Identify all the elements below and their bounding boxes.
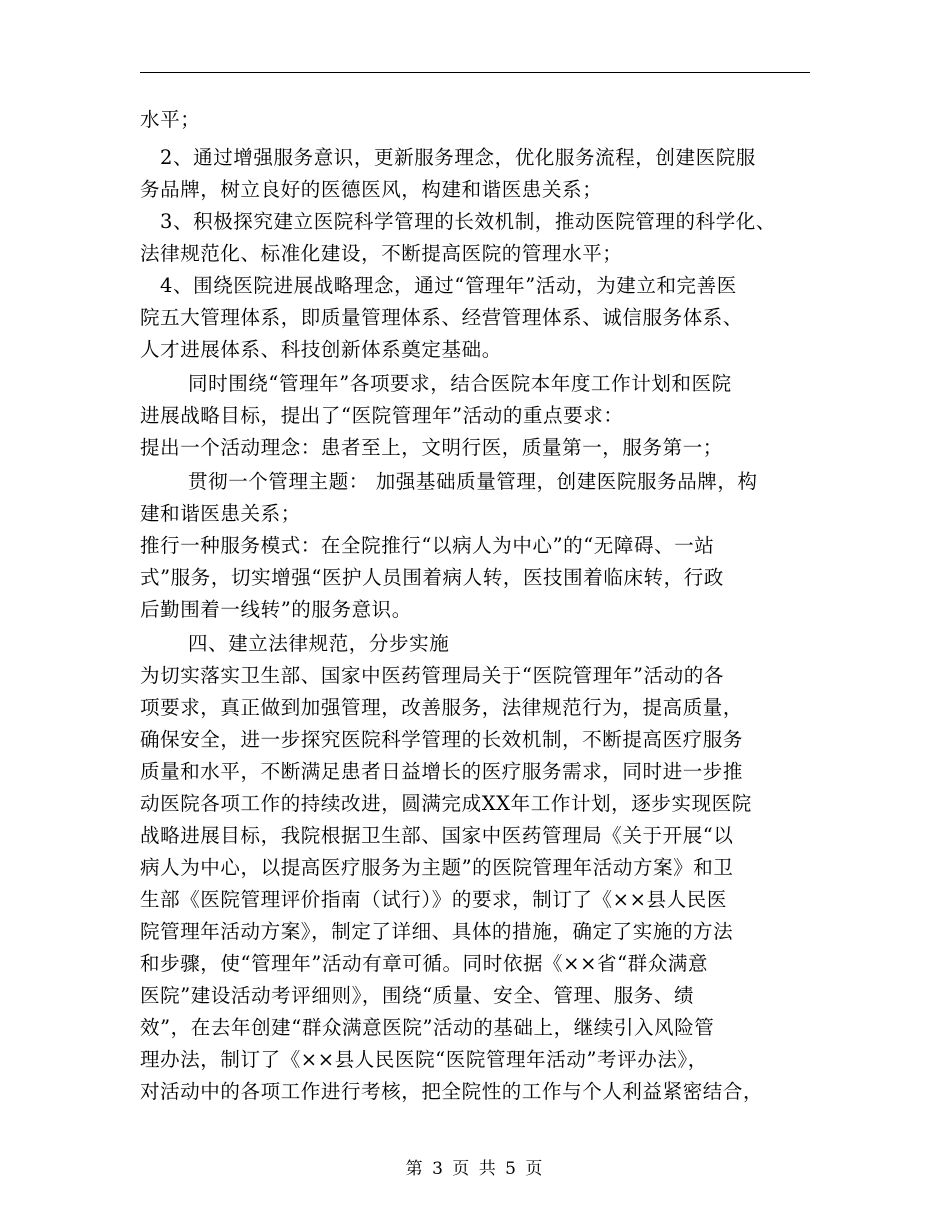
body-line: 动医院各项工作的持续改进，圆满完成XX年工作计划，逐步实现医院 [140, 792, 752, 815]
body-line: 推行一种服务模式：在全院推行“以病人为中心”的“无障碍、一站 [140, 534, 715, 557]
body-line: 效”，在去年创建“群众满意医院”活动的基础上，继续引入风险管 [140, 1016, 715, 1039]
body-line: 2、通过增强服务意识，更新服务理念，优化服务流程，创建医院服 [160, 146, 756, 169]
section-heading: 四、建立法律规范，分步实施 [188, 632, 450, 655]
body-line: 对活动中的各项工作进行考核，把全院性的工作与个人利益紧密结合， [140, 1080, 764, 1103]
body-line: 式”服务，切实增强“医护人员围着病人转，医技围着临床转，行政 [140, 566, 724, 589]
body-line: 4、围绕医院进展战略理念，通过“管理年”活动，为建立和完善医 [160, 274, 737, 297]
body-line: 理办法，制订了《××县人民医院“医院管理年活动”考评办法》， [140, 1048, 708, 1071]
body-line: 人才进展体系、科技创新体系奠定基础。 [140, 338, 502, 361]
body-line: 贯彻一个管理主题： 加强基础质量管理，创建医院服务品牌，构 [188, 470, 758, 493]
header-rule [140, 72, 810, 73]
body-line: 战略进展目标，我院根据卫生部、国家中医药管理局《关于开展“以 [140, 824, 734, 847]
body-line: 为切实落实卫生部、国家中医药管理局关于“医院管理年”活动的各 [140, 664, 724, 687]
body-line: 务品牌，树立良好的医德医风，构建和谐医患关系； [140, 178, 603, 201]
body-line: 病人为中心，以提高医疗服务为主题”的医院管理年活动方案》和卫 [140, 856, 734, 879]
body-line: 进展战略目标，提出了“医院管理年”活动的重点要求： [140, 404, 624, 427]
body-line: 院五大管理体系，即质量管理体系、经营管理体系、诚信服务体系、 [140, 306, 744, 329]
body-line: 质量和水平，不断满足患者日益增长的医疗服务需求，同时进一步推 [140, 760, 744, 783]
body-line: 生部《医院管理评价指南（试行）》的要求，制订了《××县人民医 [140, 888, 727, 911]
body-line: 和步骤，使“管理年”活动有章可循。同时依据《××省“群众满意 [140, 952, 709, 975]
body-line: 建和谐医患关系； [140, 502, 301, 525]
page-number-footer: 第 3 页 共 5 页 [405, 1159, 545, 1179]
body-line: 院管理年活动方案》，制定了详细、具体的措施，确定了实施的方法 [140, 920, 734, 943]
body-line: 项要求，真正做到加强管理，改善服务，法律规范行为，提高质量， [140, 696, 744, 719]
body-line: 3、积极探究建立医院科学管理的长效机制，推动医院管理的科学化、 [160, 210, 777, 233]
body-line: 法律规范化、标准化建设，不断提高医院的管理水平； [140, 242, 623, 265]
body-line: 医院”建设活动考评细则》，围绕“质量、安全、管理、服务、绩 [140, 984, 695, 1007]
body-line: 提出一个活动理念：患者至上，文明行医，质量第一，服务第一； [140, 436, 723, 459]
body-line: 同时围绕“管理年”各项要求，结合医院本年度工作计划和医院 [188, 372, 732, 395]
body-line: 后勤围着一线转”的服务意识。 [140, 598, 412, 621]
body-line: 水平； [140, 108, 201, 131]
body-line: 确保安全，进一步探究医院科学管理的长效机制，不断提高医疗服务 [140, 728, 744, 751]
